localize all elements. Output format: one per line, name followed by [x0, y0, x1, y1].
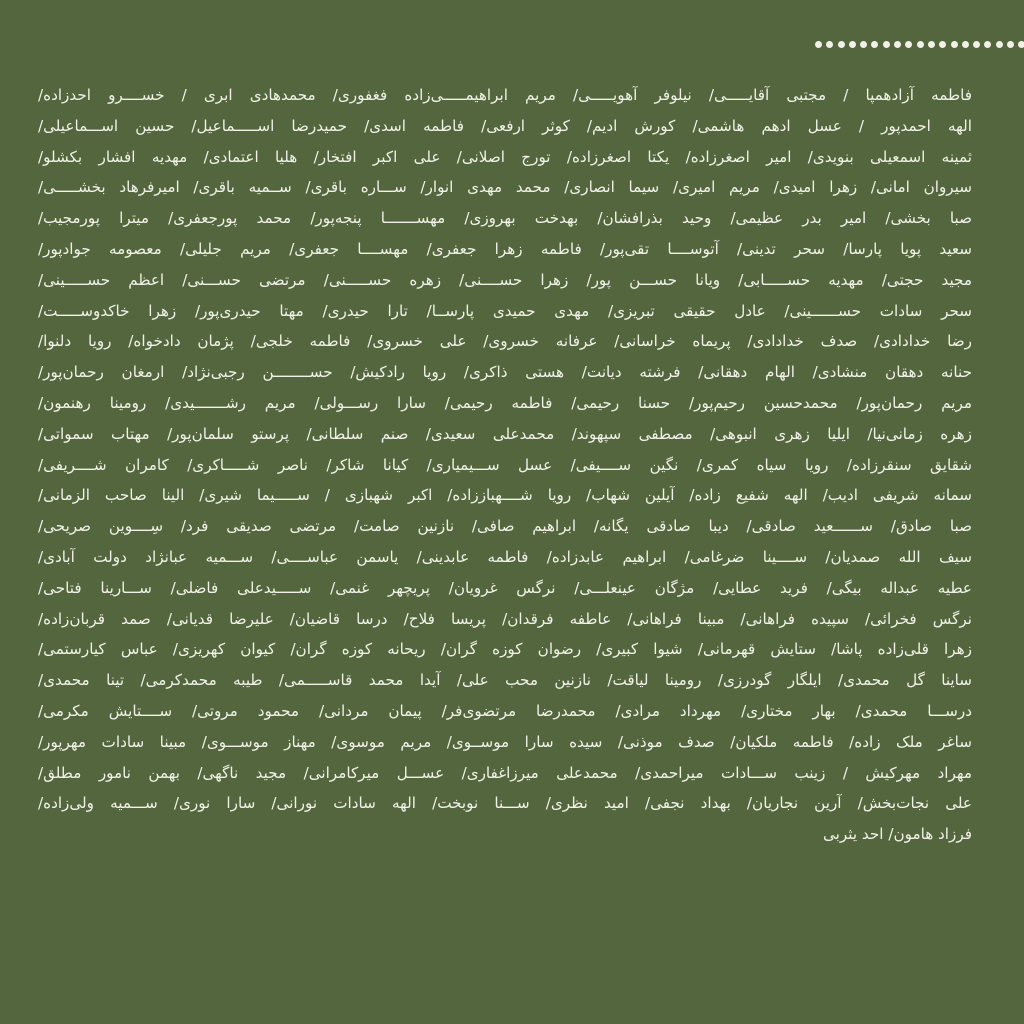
names-line: سعید پویا پارسا/ سحر تدینی/ آتوســــا تقی‌پور/ فاطمه زهرا جعفری/ مهســــا جعفری/ مریم جلیلی/ معصومه جوادپور/ — [38, 239, 972, 258]
dot-icon — [984, 41, 991, 48]
names-line: نرگس فخرائی/ سپیده فراهانی/ مبینا فراهانی/ عاطفه فرقدان/ پریسا فلاح/ درسا قاضیان/ علیرضا قدیانی/ صمد قربان‌زاده/ — [38, 609, 972, 628]
dot-icon — [826, 41, 833, 48]
names-line: الهه احمدپور / عسل ادهم هاشمی/ کورش ادیم/ کوثر ارفعی/ فاطمه اسدی/ حمیدرضا اســـــماعیل/ حسین اســـماعیلی/ — [38, 116, 972, 135]
dot-icon — [894, 41, 901, 48]
dot-icon — [905, 41, 912, 48]
dot-icon — [917, 41, 924, 48]
names-line: مریم رحمان‌پور/ محمدحسین رحیم‌پور/ حسنا رحیمی/ فاطمه رحیمی/ سارا رســـولی/ مریم رشـــــــیدی/ رومینا رهنمون/ — [38, 393, 972, 412]
names-line: ساغر ملک زاده/ فاطمه ملکیان/ صدف موذنی/ سیده سارا موســوی/ مریم موسوی/ مهناز موســـوی/ مبینا سادات مهرپور/ — [38, 732, 972, 751]
names-line: صبا بخشی/ امیر بدر عظیمی/ وحید بذرافشان/ بهدخت بهروزی/ مهســـــــا پنجه‌پور/ محمد پورجعفری/ میترا پورمجیب/ — [38, 209, 972, 228]
names-line: ساینا گل محمدی/ ایلگار گودرزی/ رومینا لیاقت/ نازنین محب علی/ آیدا محمد قاســـــمی/ طیبه محمدکرمی/ تینا محمدی/ — [38, 671, 972, 690]
dot-icon — [838, 41, 845, 48]
names-line: رضا خدادادی/ صدف خدادادی/ پریماه خراسانی/ عرفانه خسروی/ علی خسروی/ فاطمه خلجی/ پژمان دادخواه/ رویا دلنوا/ — [38, 332, 972, 351]
names-line: زهرا قلی‌زاده پاشا/ ستایش قهرمانی/ شیوا کبیری/ رضوان کوزه گران/ ریحانه کوزه گران/ کیوان کهریزی/ عباس کیارستمی/ — [38, 640, 972, 659]
names-line: زهره زمانی‌نیا/ ایلیا زهری انبوهی/ مصطفی سپهوند/ محمدعلی سعیدی/ صنم سلطانی/ پرستو سلمان‌پور/ مهتاب سمواتی/ — [38, 424, 972, 443]
dot-icon — [951, 41, 958, 48]
names-line: سحر سادات حســــــینی/ عادل حقیقی تبریزی/ مهدی حمیدی پارســا/ تارا حیدری/ مهتا حیدری‌پور/ زهرا خاکدوســـــت/ — [38, 301, 972, 320]
dot-icon — [1018, 41, 1024, 48]
names-line: حنانه دهقان منشادی/ الهام دهقانی/ فرشته دیانت/ هستی ذاکری/ رویا رادکیش/ حســــــــن رجبی‌نژاد/ ارمغان رحمان‌پور/ — [38, 363, 972, 382]
names-line: ثمینه اسمعیلی بنویدی/ امیر اصغرزاده/ یکتا اصغرزاده/ تورج اصلانی/ علی اکبر افتخار/ هلیا اعتمادی/ مهدیه افشار بکشلو/ — [38, 147, 972, 166]
names-line: سمانه شریفی ادیب/ الهه شفیع زاده/ آیلین شهاب/ رویا شــــهباززاده/ اکبر شهبازی / ســـــیما شیری/ الینا صاحب الزمانی/ — [38, 486, 972, 505]
dot-icon — [1007, 41, 1014, 48]
dot-icon — [939, 41, 946, 48]
names-line: مهراد مهرکیش / زینب ســـادات میراحمدی/ محمدعلی میرزاغفاری/ عســـل میرکامرانی/ مجید ناگهی/ بهمن نامور مطلق/ — [38, 763, 972, 782]
names-line: علی نجات‌بخش/ آرین نجاریان/ بهداد نجفی/ امید نظری/ ســـنا نوبخت/ الهه سادات نورانی/ سارا نوری/ ســـمیه ولی‌زاده/ — [38, 794, 972, 813]
names-line: سیف الله صمدیان/ ســــینا ضرغامی/ ابراهیم عابدزاده/ فاطمه عابدینی/ یاسمن عباســــی/ ســـمیه عبانژاد دولت آبادی/ — [38, 547, 972, 566]
dot-icon — [962, 41, 969, 48]
names-line: شقایق سنقرزاده/ رویا سیاه کمری/ نگین ســــیفی/ عسل ســـیمیاری/ کیانا شاکر/ ناصر شـــــاکری/ کامران شــــریفی/ — [38, 455, 972, 474]
dot-icon — [928, 41, 935, 48]
dot-icon — [883, 41, 890, 48]
dot-icon — [871, 41, 878, 48]
dot-icon — [849, 41, 856, 48]
names-line: مجید حجتی/ مهدیه حســـــابی/ ویانا حســـن پور/ زهرا حســــنی/ زهره حســـــنی/ مرتضی حســـنی/ اعظم حســـــینی/ — [38, 270, 972, 289]
dot-icon — [996, 41, 1003, 48]
names-line: فرزاد هامون/ احد یثربی — [823, 825, 972, 844]
names-line: صبا صادق/ ســــــعید صادقی/ دیبا صادقی یگانه/ ابراهیم صافی/ نازنین صامت/ مرتضی صدیقی فرد/ سِــــوین صریحی/ — [38, 517, 972, 536]
dot-icon — [815, 41, 822, 48]
names-line: فاطمه آزادهمپا / مجتبی آقایـــــی/ نیلوفر آهویـــــی/ مریم ابراهیمـــــی‌زاده فغفوری/ محمدهادی ابری / خســــرو احدزاده/ — [38, 86, 972, 104]
names-line: سیروان امانی/ زهرا امیدی/ مریم امیری/ سیما انصاری/ محمد مهدی انوار/ ســـاره باقری/ ســمیه باقری/ امیرفرهاد بخشـــــی/ — [38, 178, 972, 197]
names-line: عطیه عبداله بیگی/ فرید عطایی/ مژگان عینعلـــی/ نرگس غرویان/ پریچهر غنمی/ ســـــیدعلی فاضلی/ ســـارینا فتاحی/ — [38, 578, 972, 597]
dot-icon — [860, 41, 867, 48]
names-list — [38, 80, 972, 850]
names-line: درســـا محمدی/ بهار مختاری/ مهرداد مرادی/ محمدرضا مرتضوی‌فر/ پیمان مردانی/ محمود مروتی/ ســــتایش مکرمی/ — [38, 701, 972, 720]
dot-icon — [973, 41, 980, 48]
dots-decoration — [815, 41, 1024, 48]
